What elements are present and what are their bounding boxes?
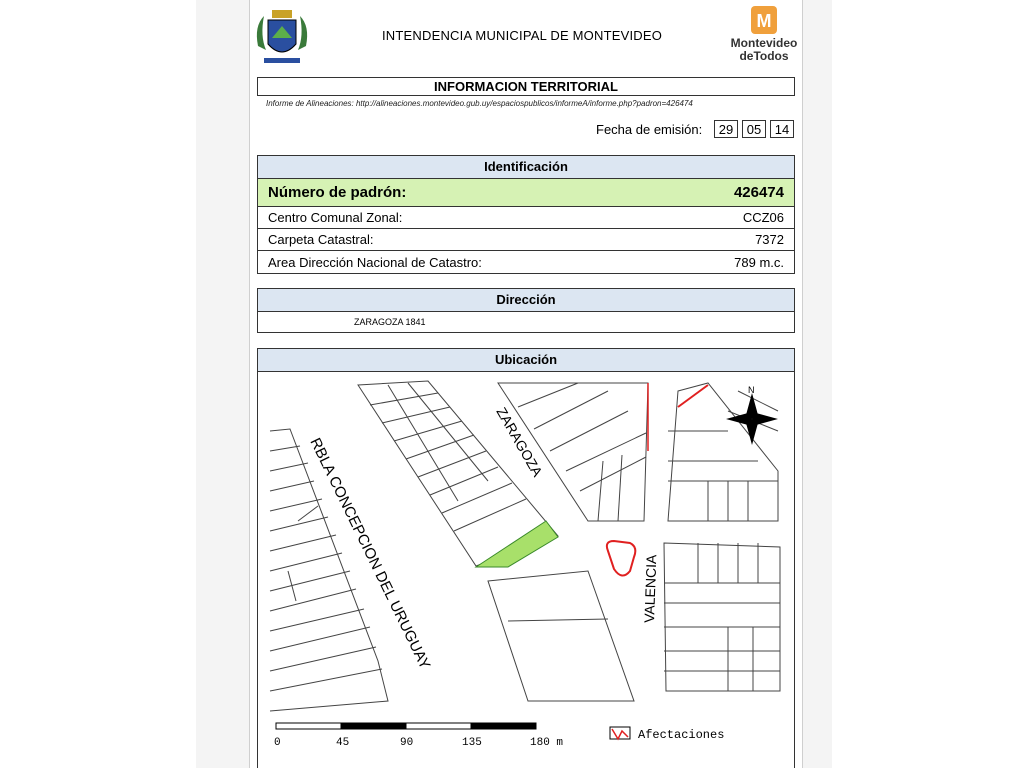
scale-bar	[274, 723, 563, 749]
fecha-label: Fecha de emisión:	[596, 122, 703, 137]
montevideo-logo	[728, 6, 800, 76]
ccz-value: CCZ06	[742, 210, 784, 225]
area-row	[258, 251, 794, 273]
padron-label: Número de padrón:	[268, 184, 407, 201]
ccz-label: Centro Comunal Zonal:	[268, 210, 403, 225]
padron-row	[258, 179, 794, 207]
carpeta-row	[258, 229, 794, 251]
fecha-year: 14	[770, 120, 794, 138]
scale-label-45: 45	[336, 737, 350, 749]
carpeta-label: Carpeta Catastral:	[268, 232, 374, 247]
scale-label-90: 90	[400, 737, 414, 749]
direccion-heading: Dirección	[258, 289, 794, 312]
padron-value: 426474	[733, 184, 784, 201]
area-value: 789 m.c.	[734, 254, 784, 270]
ccz-row	[258, 207, 794, 229]
block-far-right-bottom	[664, 543, 780, 691]
location-map	[258, 371, 794, 768]
legend-label: Afectaciones	[638, 728, 725, 742]
fecha-month: 05	[742, 120, 766, 138]
block-far-right-top	[668, 383, 778, 521]
page-shadow-left	[196, 0, 249, 768]
logo-icon: M	[751, 6, 777, 34]
street-label-zaragoza: ZARAGOZA	[493, 404, 546, 480]
fecha-day: 29	[714, 120, 738, 138]
direccion-section	[257, 288, 795, 333]
report-title: INFORMACION TERRITORIAL	[257, 77, 795, 96]
ubicacion-heading: Ubicación	[258, 349, 794, 372]
municipal-crest-icon	[250, 6, 314, 70]
scale-label-180: 180 m	[530, 737, 564, 749]
area-label: Area Dirección Nacional de Catastro:	[268, 254, 482, 270]
street-label-valencia: VALENCIA	[641, 554, 660, 624]
carpeta-value: 7372	[755, 232, 784, 247]
page-shadow-right	[802, 0, 832, 768]
logo-text-line1: Montevideo	[730, 36, 798, 50]
block-lower-outline	[488, 571, 634, 701]
parcel-highlight	[476, 521, 558, 567]
affectation-roundabout	[607, 541, 635, 576]
affectation-corner	[678, 385, 708, 407]
map-legend	[610, 727, 724, 742]
scale-label-0: 0	[274, 737, 281, 749]
header-title: INTENDENCIA MUNICIPAL DE MONTEVIDEO	[382, 28, 663, 43]
identificacion-heading: Identificación	[258, 156, 794, 179]
logo-text-line2: deTodos	[739, 49, 789, 63]
scale-label-135: 135	[462, 737, 482, 749]
north-label: N	[748, 385, 755, 395]
direccion-value: ZARAGOZA 1841	[354, 317, 426, 327]
identificacion-section	[257, 155, 795, 274]
street-label-rambla: RBLA CONCEPCION DEL URUGUAY	[306, 435, 434, 673]
report-url[interactable]: Informe de Alineaciones: http://alineaciones.montevideo.gub.uy/espaciospublicos/informeA/informe.php?padron=426474	[266, 99, 693, 108]
